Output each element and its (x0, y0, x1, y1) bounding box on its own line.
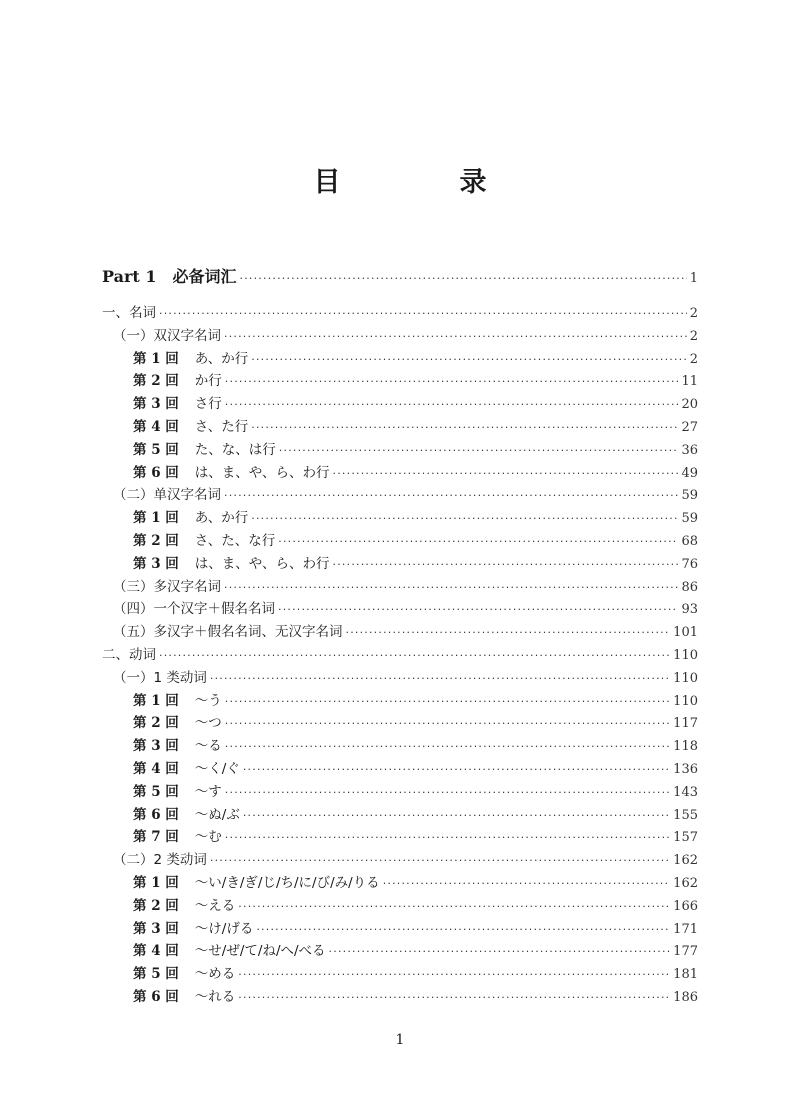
toc-entry[interactable] (133, 553, 698, 575)
toc-entry-page: 162 (673, 853, 698, 869)
toc-entry-page: 59 (681, 511, 698, 527)
toc-entry-number: 第 5 回 (133, 966, 179, 983)
dot-leader (329, 941, 671, 963)
toc-entry-label: （三）多汉字名词 (113, 578, 221, 595)
toc-entry-label: （二）单汉字名词 (113, 487, 221, 504)
toc-entry-label: ～える (194, 897, 236, 914)
toc-entry-label: あ、か行 (194, 350, 249, 367)
toc-entry[interactable] (133, 712, 698, 734)
toc-entry-number: 第 6 回 (133, 989, 179, 1005)
toc-entry-page: 143 (673, 784, 698, 800)
page-title: 目 录 (313, 167, 533, 198)
toc-entry-number: 第 2 回 (133, 897, 179, 914)
toc-entry[interactable] (133, 530, 698, 552)
toc-entry-label: Part 1 必备词汇 (102, 267, 237, 286)
toc-part-entry[interactable] (102, 264, 698, 290)
toc-entry-label: （二）2 类动词 (113, 852, 207, 869)
dot-leader (225, 394, 679, 416)
dot-leader (225, 782, 670, 804)
toc-entry-page: 68 (681, 534, 698, 549)
toc-entry-label: ～う (194, 692, 222, 709)
toc-entry[interactable] (133, 781, 698, 803)
toc-entry-page: 162 (673, 876, 698, 891)
toc-entry-page: 2 (689, 351, 698, 367)
page-number-footer: 1 (395, 1032, 405, 1048)
toc-entry[interactable] (113, 576, 698, 598)
toc-entry-page: 117 (673, 716, 698, 732)
toc-entry-number: 第 6 回 (133, 806, 179, 823)
toc-entry[interactable] (133, 735, 698, 757)
toc-entry-label: （一）1 类动词 (113, 669, 207, 686)
toc-entry-label: ～す (194, 783, 222, 800)
toc-entry-number: 第 3 回 (133, 396, 179, 413)
toc-entry-label: （四）一个汉字＋假名名词 (113, 601, 275, 618)
toc-entry-number: 第 3 回 (133, 920, 179, 937)
toc-entry-number: 第 1 回 (133, 510, 179, 527)
toc-entry[interactable] (113, 667, 698, 689)
toc-entry-number: 第 2 回 (133, 533, 179, 549)
toc-entry-number: 第 5 回 (133, 441, 179, 458)
dot-leader (278, 531, 678, 553)
toc-entry-page: 36 (681, 442, 698, 458)
toc-entry-number: 第 2 回 (133, 373, 179, 390)
toc-entry-page: 177 (673, 944, 698, 960)
dot-leader (238, 964, 670, 986)
toc-entry-number: 第 1 回 (133, 692, 179, 709)
dot-leader (346, 622, 671, 644)
toc-entry-page: 166 (673, 898, 698, 914)
toc-entry-label: 一、名词 (102, 305, 156, 321)
toc-entry-number: 第 4 回 (133, 943, 179, 960)
toc-entry-label: ～い/き/ぎ/じ/ち/に/び/み/りる (194, 875, 380, 891)
dot-leader (224, 326, 687, 348)
toc-entry-page: 59 (681, 488, 698, 504)
toc-entry-page: 171 (673, 921, 698, 937)
toc-entry[interactable] (133, 690, 698, 712)
toc-entry[interactable] (133, 462, 698, 484)
toc-entry-number: 第 4 回 (133, 761, 179, 777)
toc-entry-page: 155 (673, 807, 698, 823)
dot-leader (159, 645, 670, 667)
dot-leader (210, 668, 670, 690)
toc-entry-page: 93 (681, 602, 698, 618)
dot-leader (238, 987, 670, 1009)
toc-entry[interactable] (113, 484, 698, 506)
dot-leader (210, 850, 670, 872)
toc-entry-label: は、ま、や、ら、わ行 (194, 464, 330, 481)
toc-entry-page: 2 (689, 306, 698, 321)
toc-entry[interactable] (113, 621, 698, 643)
toc-entry[interactable] (133, 416, 698, 438)
dot-leader (225, 736, 670, 758)
toc-entry-number: 第 1 回 (133, 350, 179, 367)
toc-entry-page: 110 (673, 670, 698, 686)
toc-entry-label: は、ま、や、ら、わ行 (194, 555, 330, 572)
toc-entry-page: 1 (689, 271, 698, 286)
toc-entry-label: ～ぬ/ぶ (194, 806, 240, 823)
toc-entry[interactable] (113, 849, 698, 871)
toc-entry-label: ～つ (194, 715, 222, 732)
toc-entry-label: さ、た行 (194, 419, 249, 435)
toc-entry-page: 11 (681, 374, 698, 390)
toc-entry-page: 110 (673, 648, 698, 663)
toc-entry-label: 二、动词 (102, 647, 156, 663)
toc-entry[interactable] (133, 804, 698, 826)
toc-entry-label: （五）多汉字＋假名名词、无汉字名词 (113, 624, 343, 641)
toc-entry[interactable] (133, 872, 698, 894)
dot-leader (251, 417, 678, 439)
toc-entry-label: あ、か行 (194, 510, 249, 527)
toc-entry-label: （一）双汉字名词 (113, 327, 221, 344)
toc-entry-page: 157 (673, 830, 698, 846)
toc-entry-label: ～る (194, 738, 222, 755)
toc-entry-page: 186 (673, 990, 698, 1005)
dot-leader (224, 577, 678, 599)
dot-leader (225, 827, 670, 849)
dot-leader (225, 371, 679, 393)
toc-entry-page: 49 (681, 465, 698, 481)
toc-entry[interactable] (133, 963, 698, 985)
dot-leader (278, 599, 678, 621)
toc-entry-number: 第 1 回 (133, 875, 179, 891)
toc-entry-page: 86 (681, 579, 698, 595)
dot-leader (243, 805, 670, 827)
toc-entry-label: さ、た、な行 (194, 533, 276, 549)
toc-entry-page: 27 (681, 420, 698, 435)
dot-leader (240, 266, 687, 292)
toc-entry-page: 110 (673, 693, 698, 709)
dot-leader (333, 554, 679, 576)
toc-entry-number: 第 7 回 (133, 829, 179, 846)
dot-leader (251, 349, 686, 371)
toc-entry[interactable] (133, 826, 698, 848)
toc-entry[interactable] (133, 758, 698, 780)
toc-entry[interactable] (102, 302, 698, 324)
dot-leader (256, 919, 670, 941)
dot-leader (225, 691, 670, 713)
toc-entry-page: 136 (673, 762, 698, 777)
toc-entry-label: さ行 (194, 396, 222, 413)
toc-entry-page: 181 (673, 967, 698, 983)
toc-entry-number: 第 4 回 (133, 419, 179, 435)
toc-entry[interactable] (133, 439, 698, 461)
toc-entry-label: た、な、は行 (194, 441, 276, 458)
toc-entry-page: 118 (673, 739, 698, 755)
toc-entry-label: ～け/げる (194, 920, 254, 937)
dot-leader (159, 303, 687, 325)
toc-entry-page: 20 (681, 397, 698, 413)
toc-entry[interactable] (113, 325, 698, 347)
toc-entry-label: ～める (194, 966, 236, 983)
toc-entry-label: ～む (194, 829, 222, 846)
dot-leader (224, 485, 678, 507)
toc-entry-page: 101 (673, 625, 698, 641)
toc-entry-label: ～せ/ぜ/て/ね/へ/べる (194, 943, 326, 960)
toc-entry[interactable] (133, 393, 698, 415)
toc-entry[interactable] (133, 370, 698, 392)
dot-leader (238, 896, 670, 918)
toc-entry[interactable] (133, 986, 698, 1008)
toc-entry[interactable] (113, 598, 698, 620)
toc-entry-number: 第 3 回 (133, 738, 179, 755)
dot-leader (243, 759, 670, 781)
toc-entry-label: か行 (194, 373, 222, 390)
toc-entry[interactable] (133, 940, 698, 962)
toc-entry[interactable] (133, 895, 698, 917)
toc-entry-number: 第 3 回 (133, 555, 179, 572)
dot-leader (383, 873, 670, 895)
toc-entry[interactable] (102, 644, 698, 666)
toc-entry-page: 2 (689, 328, 698, 344)
toc-entry-number: 第 5 回 (133, 783, 179, 800)
dot-leader (251, 508, 678, 530)
toc-entry-number: 第 6 回 (133, 464, 179, 481)
toc-entry-page: 76 (681, 556, 698, 572)
toc-entry[interactable] (133, 918, 698, 940)
toc-entry[interactable] (133, 507, 698, 529)
dot-leader (333, 463, 679, 485)
toc-entry-number: 第 2 回 (133, 715, 179, 732)
toc-entry-label: ～れる (194, 989, 236, 1005)
dot-leader (225, 713, 670, 735)
dot-leader (279, 440, 679, 462)
toc-entry-label: ～く/ぐ (194, 761, 240, 777)
toc-entry[interactable] (133, 348, 698, 370)
